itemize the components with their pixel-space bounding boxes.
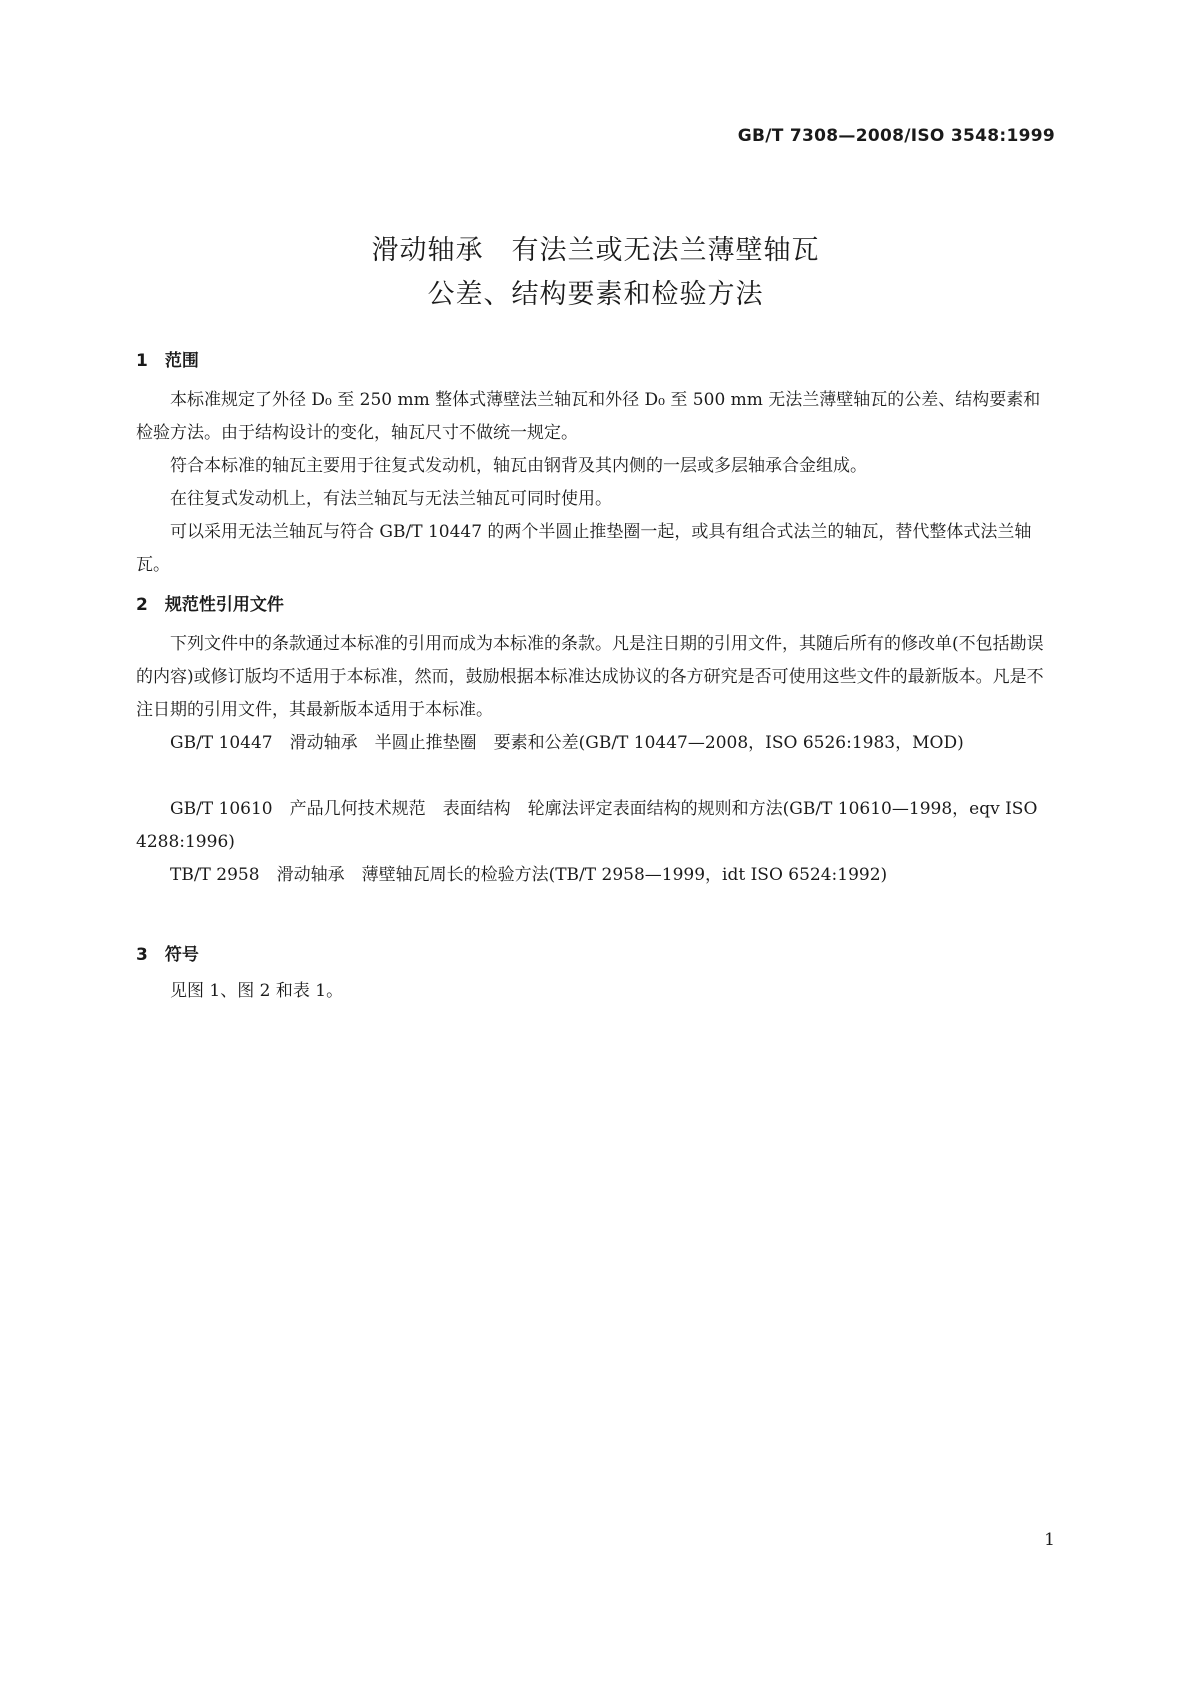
section-2-heading: 2 规范性引用文件	[136, 595, 284, 615]
section-1-paragraph-4: 可以采用无法兰轴瓦与符合 GB/T 10447 的两个半圆止推垫圈一起，或具有组合式法兰的轴瓦，替代整体式法兰轴瓦。	[136, 522, 1032, 575]
section-1-heading: 1 范围	[136, 351, 199, 371]
section-1-paragraph-1: 本标准规定了外径 D₀ 至 250 mm 整体式薄壁法兰轴瓦和外径 D₀ 至 500 mm 无法兰薄壁轴瓦的公差、结构要素和检验方法。由于结构设计的变化，轴瓦尺寸不做统一规定。	[136, 390, 1041, 443]
document-title-line-1: 滑动轴承 有法兰或无法兰薄壁轴瓦	[371, 235, 820, 266]
section-3-heading: 3 符号	[136, 945, 199, 965]
reference-tbt-2958: TB/T 2958 滑动轴承 薄壁轴瓦周长的检验方法(TB/T 2958—1999，idt ISO 6524:1992)	[170, 865, 888, 885]
section-1-paragraph-3: 在往复式发动机上，有法兰轴瓦与无法兰轴瓦可同时使用。	[170, 489, 612, 509]
section-2-paragraph-1: 下列文件中的条款通过本标准的引用而成为本标准的条款。凡是注日期的引用文件，其随后所有的修改单(不包括勘误的内容)或修订版均不适用于本标准，然而，鼓励根据本标准达成协议的各方研究是否可使用这些文件的最新版本。凡是不注日期的引用文件，其最新版本适用于本标准。	[136, 634, 1044, 720]
reference-gbt-10610: GB/T 10610 产品几何技术规范 表面结构 轮廓法评定表面结构的规则和方法(GB/T 10610—1998，eqv ISO 4288:1996)	[136, 799, 1038, 852]
reference-gbt-10447: GB/T 10447 滑动轴承 半圆止推垫圈 要素和公差(GB/T 10447—2008，ISO 6526:1983，MOD)	[170, 733, 964, 753]
document-title-line-2: 公差、结构要素和检验方法	[427, 279, 764, 310]
standard-code: GB/T 7308—2008/ISO 3548:1999	[737, 126, 1055, 146]
section-3-paragraph-1: 见图 1、图 2 和表 1。	[170, 981, 344, 1001]
section-1-paragraph-2: 符合本标准的轴瓦主要用于往复式发动机，轴瓦由钢背及其内侧的一层或多层轴承合金组成。	[170, 456, 867, 476]
page-number: 1	[1044, 1530, 1055, 1550]
